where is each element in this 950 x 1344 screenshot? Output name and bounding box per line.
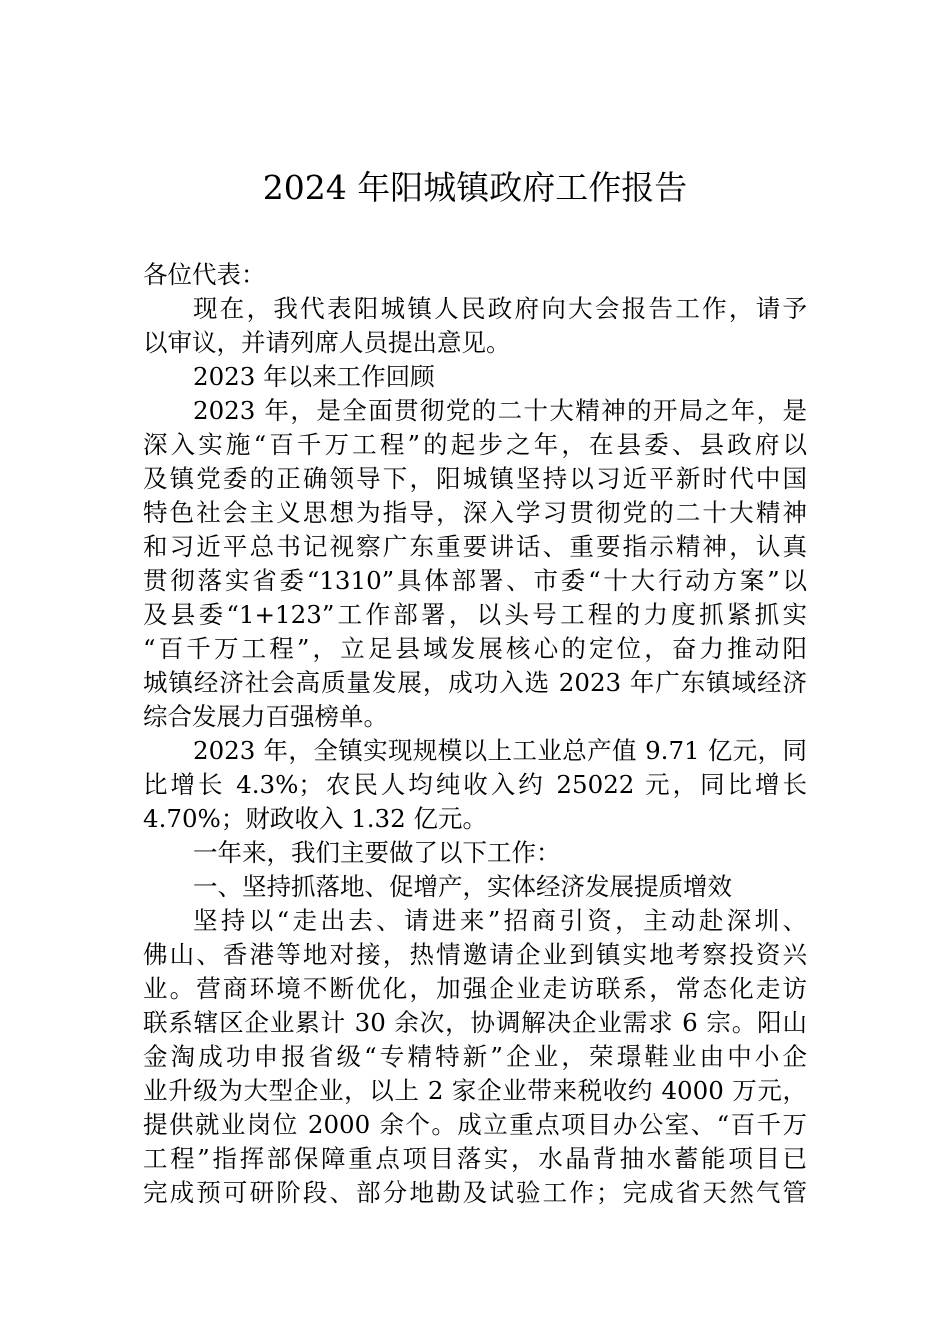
paragraph-line: 及县委“1+123”工作部署，以头号工程的力度抓紧抓实 (143, 600, 807, 629)
paragraph-line: 业升级为大型企业，以上 2 家企业带来税收约 4000 万元， (143, 1076, 807, 1105)
paragraph-line: 联系辖区企业累计 30 余次，协调解决企业需求 6 宗。阳山 (143, 1008, 807, 1037)
paragraph-line: 4.70%；财政收入 1.32 亿元。 (143, 804, 487, 833)
paragraph-line: 城镇经济社会高质量发展，成功入选 2023 年广东镇域经济 (143, 668, 807, 697)
paragraph-line: 特色社会主义思想为指导，深入学习贯彻党的二十大精神 (143, 498, 807, 527)
section-heading: 2023 年以来工作回顾 (193, 362, 435, 391)
paragraph-line: “百千万工程”，立足县域发展核心的定位，奋力推动阳 (143, 634, 807, 663)
paragraph-line: 综合发展力百强榜单。 (143, 702, 388, 731)
section-heading: 一、坚持抓落地、促增产，实体经济发展提质增效 (193, 872, 732, 901)
paragraph-line: 比增长 4.3%；农民人均纯收入约 25022 元，同比增长 (143, 770, 807, 799)
paragraph-line: 2023 年，全镇实现规模以上工业总产值 9.71 亿元，同 (193, 736, 807, 765)
paragraph-line: 业。营商环境不断优化，加强企业走访联系，常态化走访 (143, 974, 807, 1003)
paragraph-line: 以审议，并请列席人员提出意见。 (143, 328, 511, 357)
paragraph-line: 完成预可研阶段、部分地勘及试验工作；完成省天然气管 (143, 1178, 807, 1207)
paragraph-line: 2023 年，是全面贯彻党的二十大精神的开局之年，是 (193, 396, 807, 425)
paragraph-line: 提供就业岗位 2000 余个。成立重点项目办公室、“百千万 (143, 1110, 807, 1139)
paragraph-line: 及镇党委的正确领导下，阳城镇坚持以习近平新时代中国 (143, 464, 807, 493)
paragraph-line: 佛山、香港等地对接，热情邀请企业到镇实地考察投资兴 (143, 940, 807, 969)
paragraph-line: 深入实施“百千万工程”的起步之年，在县委、县政府以 (143, 430, 807, 459)
paragraph-line: 坚持以“走出去、请进来”招商引资，主动赴深圳、 (193, 906, 807, 935)
paragraph-line: 贯彻落实省委“1310”具体部署、市委“十大行动方案”以 (143, 566, 807, 595)
paragraph-line: 工程”指挥部保障重点项目落实，水晶背抽水蓄能项目已 (143, 1144, 807, 1173)
paragraph-line: 和习近平总书记视察广东重要讲话、重要指示精神，认真 (143, 532, 807, 561)
paragraph-line: 现在，我代表阳城镇人民政府向大会报告工作，请予 (193, 294, 807, 323)
salutation-line: 各位代表： (143, 260, 266, 289)
document-body (143, 258, 807, 1210)
document-title: 2024 年阳城镇政府工作报告 (262, 168, 688, 207)
paragraph-line: 一年来，我们主要做了以下工作： (193, 838, 561, 867)
paragraph-line: 金淘成功申报省级“专精特新”企业，荣璟鞋业由中小企 (143, 1042, 807, 1071)
